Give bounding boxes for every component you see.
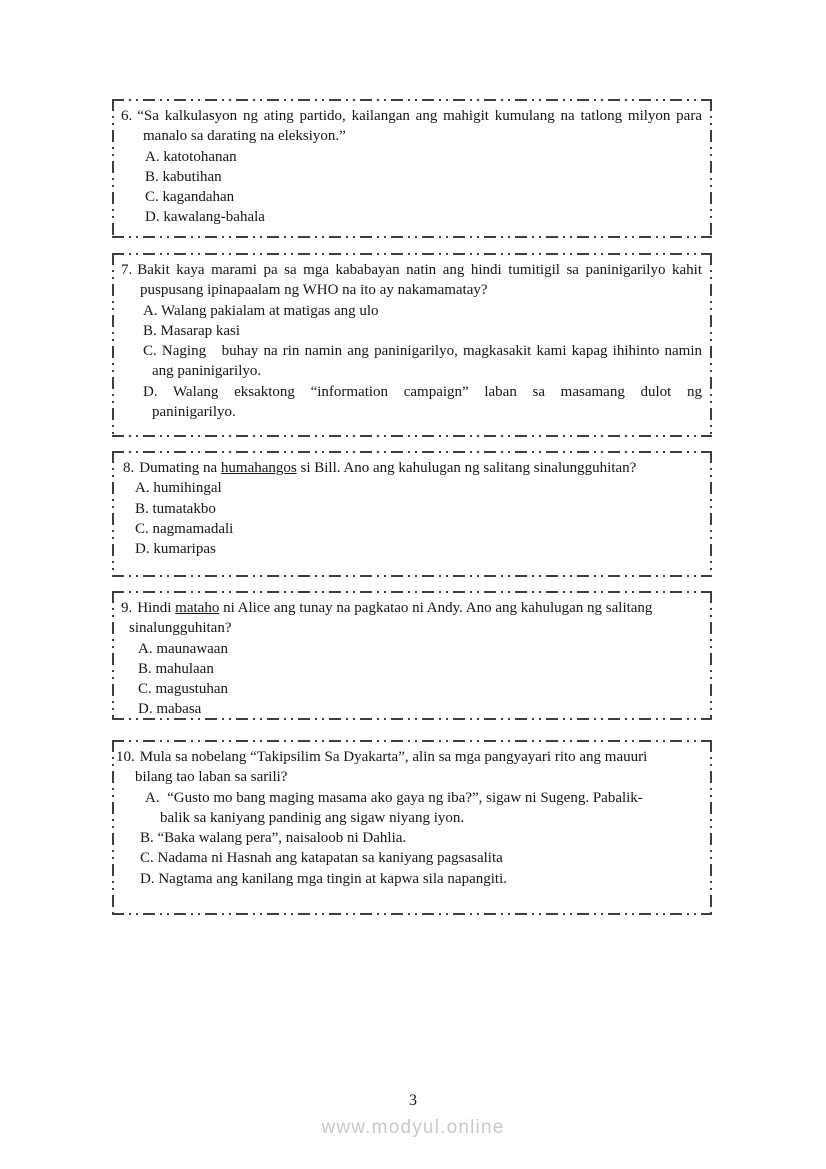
question-10-prompt-line-2: bilang tao laban sa sarili? [135,769,288,786]
question-6-prompt-line-2: manalo sa darating na eleksiyon.” [143,128,346,145]
question-9-underlined-word: mataho [175,600,220,616]
question-6-prompt-line-1 [112,106,702,126]
question-6-option-c: C. kagandahan [145,189,235,206]
watermark: www.modyul.online [321,1117,505,1138]
question-9-option-d: D. mabasa [138,701,202,718]
question-8-prompt-line-1 [112,458,702,478]
question-10-option-a-line-1: A. “Gusto mo bang maging masama ako gaya ng iba?”, sigaw ni Sugeng. Pabalik- [145,789,643,806]
question-8-option-a: A. humihingal [135,480,222,497]
question-10-prompt-line-1 [112,747,702,767]
question-6-number: 6. [121,108,133,124]
question-7-option-b: B. Masarap kasi [143,322,241,339]
question-8-underlined-word: humahangos [220,460,297,476]
question-7-option-d-line-1: D. Walang eksaktong “information campaign” laban sa masamang dulot ng [143,383,702,400]
question-9-prompt-line-2: sinalungguhitan? [129,620,232,637]
question-7-option-c-line-2: ang paninigarilyo. [152,363,262,380]
question-7-option-a: A. Walang pakialam at matigas ang ulo [143,302,379,319]
question-7-option-d-line-2: paninigarilyo. [152,404,236,421]
question-9-box [112,591,712,720]
question-6-option-d: D. kawalang-bahala [145,209,265,226]
question-8-box [112,451,712,577]
question-8-number: 8. [123,460,135,476]
question-9-number: 9. [121,600,133,616]
question-8-option-d: D. kumaripas [135,541,216,558]
question-8-prompt-pre: Dumating na [139,460,221,476]
question-6-option-a: A. katotohanan [145,148,237,165]
question-10-option-b: B. “Baka walang pera”, naisaloob ni Dahlia. [140,830,407,847]
question-6-prompt-text: “Sa kalkulasyon ng ating partido, kailangan ang mahigit kumulang na tatlong milyon para [137,108,702,124]
page-number: 3 [409,1092,417,1109]
questions-column [112,99,712,915]
question-9-prompt-post: ni Alice ang tunay na pagkatao ni Andy. Ano ang kahulugan ng salitang [219,600,653,616]
question-10-prompt-text: Mula sa nobelang “Takipsilim Sa Dyakarta”, alin sa mga pangyayari rito ang mauuri [139,749,648,765]
question-7-box [112,253,712,437]
question-8-option-b: B. tumatakbo [135,500,216,517]
question-10-number: 10. [116,749,135,765]
question-7-option-c-line-1: C. Naging buhay na rin namin ang paninigarilyo, magkasakit kami kapag ihihinto namin [143,343,702,360]
question-7-prompt-text: Bakit kaya marami pa sa mga kababayan natin ang hindi tumitigil sa paninigarilyo kahit [137,262,702,278]
question-7-prompt-line-2: puspusang ipinapaalam ng WHO na ito ay nakamamatay? [140,282,488,299]
question-8-option-c: C. nagmamadali [135,520,234,537]
question-6-box [112,99,712,238]
question-8-prompt-post: si Bill. Ano ang kahulugan ng salitang sinalungguhitan? [296,460,637,476]
question-7-number: 7. [121,262,133,278]
question-10-option-a-line-2: balik sa kaniyang pandinig ang sigaw niyang iyon. [160,809,465,826]
question-9-prompt-line-1 [112,598,702,618]
question-9-option-b: B. mahulaan [138,660,214,677]
question-6-option-b: B. kabutihan [145,168,222,185]
question-9-option-c: C. magustuhan [138,681,228,698]
question-9-prompt-pre: Hindi [137,600,176,616]
question-10-box [112,740,712,915]
question-7-prompt-line-1 [112,260,702,280]
question-10-option-d: D. Nagtama ang kanilang mga tingin at kapwa sila napangiti. [140,870,507,887]
question-9-option-a: A. maunawaan [138,640,228,657]
question-10-option-c: C. Nadama ni Hasnah ang katapatan sa kaniyang pagsasalita [140,850,503,867]
